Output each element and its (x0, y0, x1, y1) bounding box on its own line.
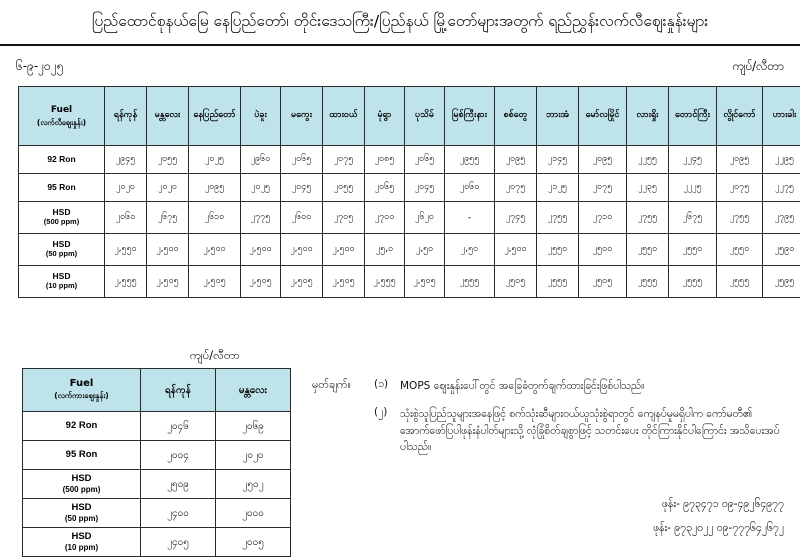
cell-0-4: ၂၀၆၅ (281, 146, 323, 174)
row-label-text: HSD (71, 531, 91, 542)
table-row (23, 499, 291, 528)
cell-4-5: ၂,၅၀၅ (323, 266, 365, 298)
cell-2-5: ၂၇၀၅ (323, 202, 365, 234)
table-row (19, 234, 800, 266)
cell-0-15: ၂၂၉၅ (763, 146, 800, 174)
column-header-city-1: မန္တလေး (147, 87, 189, 146)
cell-1-6: ၂၀၆၅ (365, 174, 405, 202)
cell-3-1: ၂,၅၀၀ (147, 234, 189, 266)
cell-1-15: ၂၂၇၅ (763, 174, 800, 202)
row-label-text: 95 Ron (47, 182, 75, 192)
cell-0-10: ၂၁၄၅ (537, 146, 579, 174)
row-label-hsd-500ppm (19, 202, 105, 234)
column-header-city-2: နေပြည်တော် (189, 87, 241, 146)
wholesale-cell-3-1: ၂၀၀၀ (216, 499, 291, 528)
cell-2-11: ၂၇၁၀ (579, 202, 627, 234)
publication-date: ၆-၉-၂၀၂၅ (16, 58, 63, 76)
contact-phone-1: ဖုန်း- ၉၇၃၄၇၁ ၀၉-၄၉၂၆၄၉၇၇ (662, 498, 784, 513)
page-title: ပြည်ထောင်စုနယ်မြေ နေပြည်တော်၊ တိုင်းဒေသကြီး/ပြည်နယ် မြို့တော်များအတွက် ရည်ညွှန်းလက်လီဈေးနှုန်းများ (92, 11, 708, 34)
cell-3-13: ၂၅၅၀ (669, 234, 717, 266)
row-label-95ron (19, 174, 105, 202)
cell-4-13: ၂၅၅၅ (669, 266, 717, 298)
cell-3-12: ၂၅၅၀ (627, 234, 669, 266)
fuel-header-sublabel: (လက်လီဈေးနှုန်း) (19, 118, 104, 127)
cell-4-3: ၂,၅၀၅ (241, 266, 281, 298)
contact-phone-2: ဖုန်း- ၉၇၃၂၀၂၂ ၀၉-၇၇၇၆၄၂၆၇၂ (653, 522, 784, 537)
cell-0-8: ၂၉၅၅ (445, 146, 495, 174)
cell-0-2: ၂၀၂၅ (189, 146, 241, 174)
wholesale-row-label-95ron (23, 441, 141, 470)
wholesale-price-table (22, 368, 291, 557)
note-text-2: သုံးစွဲသူပြည်သူများအနေဖြင့် စက်သုံးဆီများဝယ်ယူသုံးစွဲရာတွင် ကျေနပ်မှုမရှိပါက ကော်မတီ၏ အောက်ဖော်ပြပါဖုန်းနံပါတ်များသို့ လုံခြုံစိတ်ချစွာဖြင့် သတင်းပေး တိုင်ကြားနိုင်ပါကြောင်း အသိပေးအပ်ပါသည်။ (400, 406, 784, 455)
table-row (19, 202, 800, 234)
cell-4-15: ၂၅၉၅ (763, 266, 800, 298)
table-row (23, 441, 291, 470)
table-header-row (23, 369, 291, 412)
wholesale-row-label-hsd-10ppm (23, 528, 141, 557)
cell-0-7: ၂၀၆၅ (405, 146, 445, 174)
column-header-city-4: မကွေး (281, 87, 323, 146)
cell-2-8: - (445, 202, 495, 234)
column-header-city-14: လွိုင်ကော် (717, 87, 763, 146)
note-text-1: MOPS ဈေးနှုန်းပေါ်တွင် အခြေခံတွက်ချက်ထားခြင်းဖြစ်ပါသည်။ (400, 378, 784, 394)
cell-0-5: ၂၀၇၅ (323, 146, 365, 174)
table-row (19, 266, 800, 298)
table-row (23, 412, 291, 441)
fuel-header-label: Fuel (70, 378, 94, 389)
cell-2-13: ၂၆၇၅ (669, 202, 717, 234)
page-header (0, 0, 800, 46)
cell-0-13: ၂၂၄၅ (669, 146, 717, 174)
column-header-city-3: ပဲခူး (241, 87, 281, 146)
cell-3-15: ၂၅၉၀ (763, 234, 800, 266)
column-header-city-9: စစ်တွေ (495, 87, 537, 146)
note-number-2: (၂) (374, 406, 400, 455)
column-header-city-15: ဟားခါး (763, 87, 800, 146)
wholesale-cell-4-1: ၂၀၀၅ (216, 528, 291, 557)
cell-3-6: ၂၅,၀ (365, 234, 405, 266)
cell-0-3: ၂၉၆၀ (241, 146, 281, 174)
wholesale-cell-2-1: ၂၅၀၂ (216, 470, 291, 499)
table-row (19, 146, 800, 174)
cell-3-8: ၂,၅၀ (445, 234, 495, 266)
table-row (19, 174, 800, 202)
cell-0-12: ၂၂၅၅ (627, 146, 669, 174)
cell-2-1: ၂၆၇၅ (147, 202, 189, 234)
row-label-text: HSD (71, 502, 91, 513)
cell-4-12: ၂၅၅၅ (627, 266, 669, 298)
cell-1-12: ၂၂၃၅ (627, 174, 669, 202)
wholesale-cell-0-0: ၂၀၄၆ (141, 412, 216, 441)
cell-0-0: ၂၉၄၅ (105, 146, 147, 174)
row-label-hsd-10ppm (19, 266, 105, 298)
wholesale-cell-0-1: ၂၀၆၉ (216, 412, 291, 441)
column-header-city-5: ထားဝယ် (323, 87, 365, 146)
cell-0-11: ၂၀၉၅ (579, 146, 627, 174)
cell-1-9: ၂၀၇၅ (495, 174, 537, 202)
cell-1-0: ၂၀၂၀ (105, 174, 147, 202)
row-label-text: HSD (53, 239, 71, 249)
table-header-row (19, 87, 800, 146)
cell-1-5: ၂၀၅၅ (323, 174, 365, 202)
column-header-fuel (19, 87, 105, 146)
cell-3-0: ၂,၅၅၀ (105, 234, 147, 266)
cell-4-2: ၂,၅၀၅ (189, 266, 241, 298)
wholesale-row-label-92ron (23, 412, 141, 441)
cell-0-14: ၂၀၉၅ (717, 146, 763, 174)
wholesale-row-label-hsd-500ppm (23, 470, 141, 499)
cell-2-14: ၂၇၅၅ (717, 202, 763, 234)
cell-2-7: ၂၆၂၀ (405, 202, 445, 234)
cell-1-1: ၂၀၂၀ (147, 174, 189, 202)
row-label-text: HSD (71, 473, 91, 484)
column-header-wholesale-city-1: မန္တလေး (216, 369, 291, 412)
column-header-city-6: မုံရွာ (365, 87, 405, 146)
cell-4-14: ၂၅၅၅ (717, 266, 763, 298)
column-header-city-8: မြစ်ကြီးနား (445, 87, 495, 146)
cell-0-6: ၂၀၈၅ (365, 146, 405, 174)
cell-2-0: ၂၀၆၀ (105, 202, 147, 234)
wholesale-cell-1-0: ၂၀၀၄ (141, 441, 216, 470)
note-item-2 (374, 406, 784, 455)
cell-1-11: ၂၀၇၅ (579, 174, 627, 202)
cell-3-7: ၂,၅၀ (405, 234, 445, 266)
row-label-ppm: (500 ppm) (19, 218, 104, 227)
wholesale-price-table-container (22, 368, 290, 557)
cell-0-9: ၂၀၉၅ (495, 146, 537, 174)
cell-0-1: ၂၀၅၅ (147, 146, 189, 174)
cell-1-14: ၂၀၇၅ (717, 174, 763, 202)
row-label-ppm: (500 ppm) (23, 485, 140, 494)
cell-4-10: ၂၅၅၅ (537, 266, 579, 298)
cell-2-12: ၂၇၅၅ (627, 202, 669, 234)
cell-4-0: ၂,၅၅၅ (105, 266, 147, 298)
column-header-city-10: ဘားအံ (537, 87, 579, 146)
cell-3-2: ၂,၅၀၀ (189, 234, 241, 266)
cell-1-10: ၂၁၂၅ (537, 174, 579, 202)
column-header-wholesale-city-0: ရန်ကုန် (141, 369, 216, 412)
row-label-text: 92 Ron (47, 154, 75, 164)
cell-4-6: ၂,၅၅၅ (365, 266, 405, 298)
cell-4-9: ၂၅၀၅ (495, 266, 537, 298)
column-header-city-12: လားရှိုး (627, 87, 669, 146)
cell-2-15: ၂၇၉၅ (763, 202, 800, 234)
row-label-92ron (19, 146, 105, 174)
note-number-1: (၁) (374, 378, 400, 394)
cell-1-13: ၂၂၂၅ (669, 174, 717, 202)
column-header-fuel-wholesale (23, 369, 141, 412)
cell-2-3: ၂၇၇၅ (241, 202, 281, 234)
fuel-header-label: Fuel (51, 105, 72, 115)
retail-price-table-container (18, 86, 782, 298)
row-label-ppm: (10 ppm) (23, 543, 140, 552)
wholesale-cell-1-1: ၂၀၂၀ (216, 441, 291, 470)
row-label-ppm: (50 ppm) (23, 514, 140, 523)
wholesale-cell-2-0: ၂၅၀၉ (141, 470, 216, 499)
cell-1-8: ၂၀၆၀ (445, 174, 495, 202)
cell-3-3: ၂,၅၀၀ (241, 234, 281, 266)
cell-3-14: ၂၅၅၀ (717, 234, 763, 266)
wholesale-cell-4-0: ၂၄၀၅ (141, 528, 216, 557)
cell-2-4: ၂၆၀၀ (281, 202, 323, 234)
cell-4-11: ၂၅၀၅ (579, 266, 627, 298)
note-item-1 (374, 378, 784, 394)
unit-label-wholesale-table: ကျပ်/လီတာ (190, 348, 240, 365)
cell-2-9: ၂၇၄၅ (495, 202, 537, 234)
cell-1-3: ၂၀၂၅ (241, 174, 281, 202)
fuel-header-sublabel: (လက်ကားဈေးနှုန်း) (23, 391, 140, 402)
cell-1-7: ၂၀၄၅ (405, 174, 445, 202)
table-row (23, 470, 291, 499)
cell-4-4: ၂,၅၀၅ (281, 266, 323, 298)
column-header-city-0: ရန်ကုန် (105, 87, 147, 146)
cell-3-11: ၂၅၀၀ (579, 234, 627, 266)
row-label-ppm: (50 ppm) (19, 250, 104, 259)
column-header-city-11: မော်လမြိုင် (579, 87, 627, 146)
cell-2-2: ၂၆၁၀ (189, 202, 241, 234)
row-label-text: 92 Ron (66, 420, 98, 431)
notes-body (374, 378, 784, 467)
row-label-text: HSD (53, 271, 71, 281)
row-label-hsd-50ppm (19, 234, 105, 266)
cell-2-10: ၂၇၅၅ (537, 202, 579, 234)
cell-3-10: ၂၅၅၀ (537, 234, 579, 266)
cell-4-8: ၂၅၅၅ (445, 266, 495, 298)
column-header-city-13: တောင်ကြီး (669, 87, 717, 146)
row-label-ppm: (10 ppm) (19, 282, 104, 291)
wholesale-row-label-hsd-50ppm (23, 499, 141, 528)
cell-1-4: ၂၀၄၅ (281, 174, 323, 202)
row-label-text: HSD (53, 207, 71, 217)
wholesale-cell-3-0: ၂၄၀၀ (141, 499, 216, 528)
cell-3-9: ၂,၅၀၀ (495, 234, 537, 266)
retail-price-table (18, 86, 800, 298)
cell-2-6: ၂၇၀၀ (365, 202, 405, 234)
notes-title: မှတ်ချက်။ (312, 378, 351, 394)
column-header-city-7: ပုသိမ် (405, 87, 445, 146)
table-row (23, 528, 291, 557)
cell-4-1: ၂,၅၀၅ (147, 266, 189, 298)
cell-3-5: ၂,၅၀၀ (323, 234, 365, 266)
row-label-text: 95 Ron (66, 449, 98, 460)
cell-1-2: ၂၀၉၅ (189, 174, 241, 202)
unit-label-main-table: ကျပ်/လီတာ (732, 58, 784, 76)
cell-3-4: ၂,၅၀၀ (281, 234, 323, 266)
cell-4-7: ၂,၅၀၅ (405, 266, 445, 298)
